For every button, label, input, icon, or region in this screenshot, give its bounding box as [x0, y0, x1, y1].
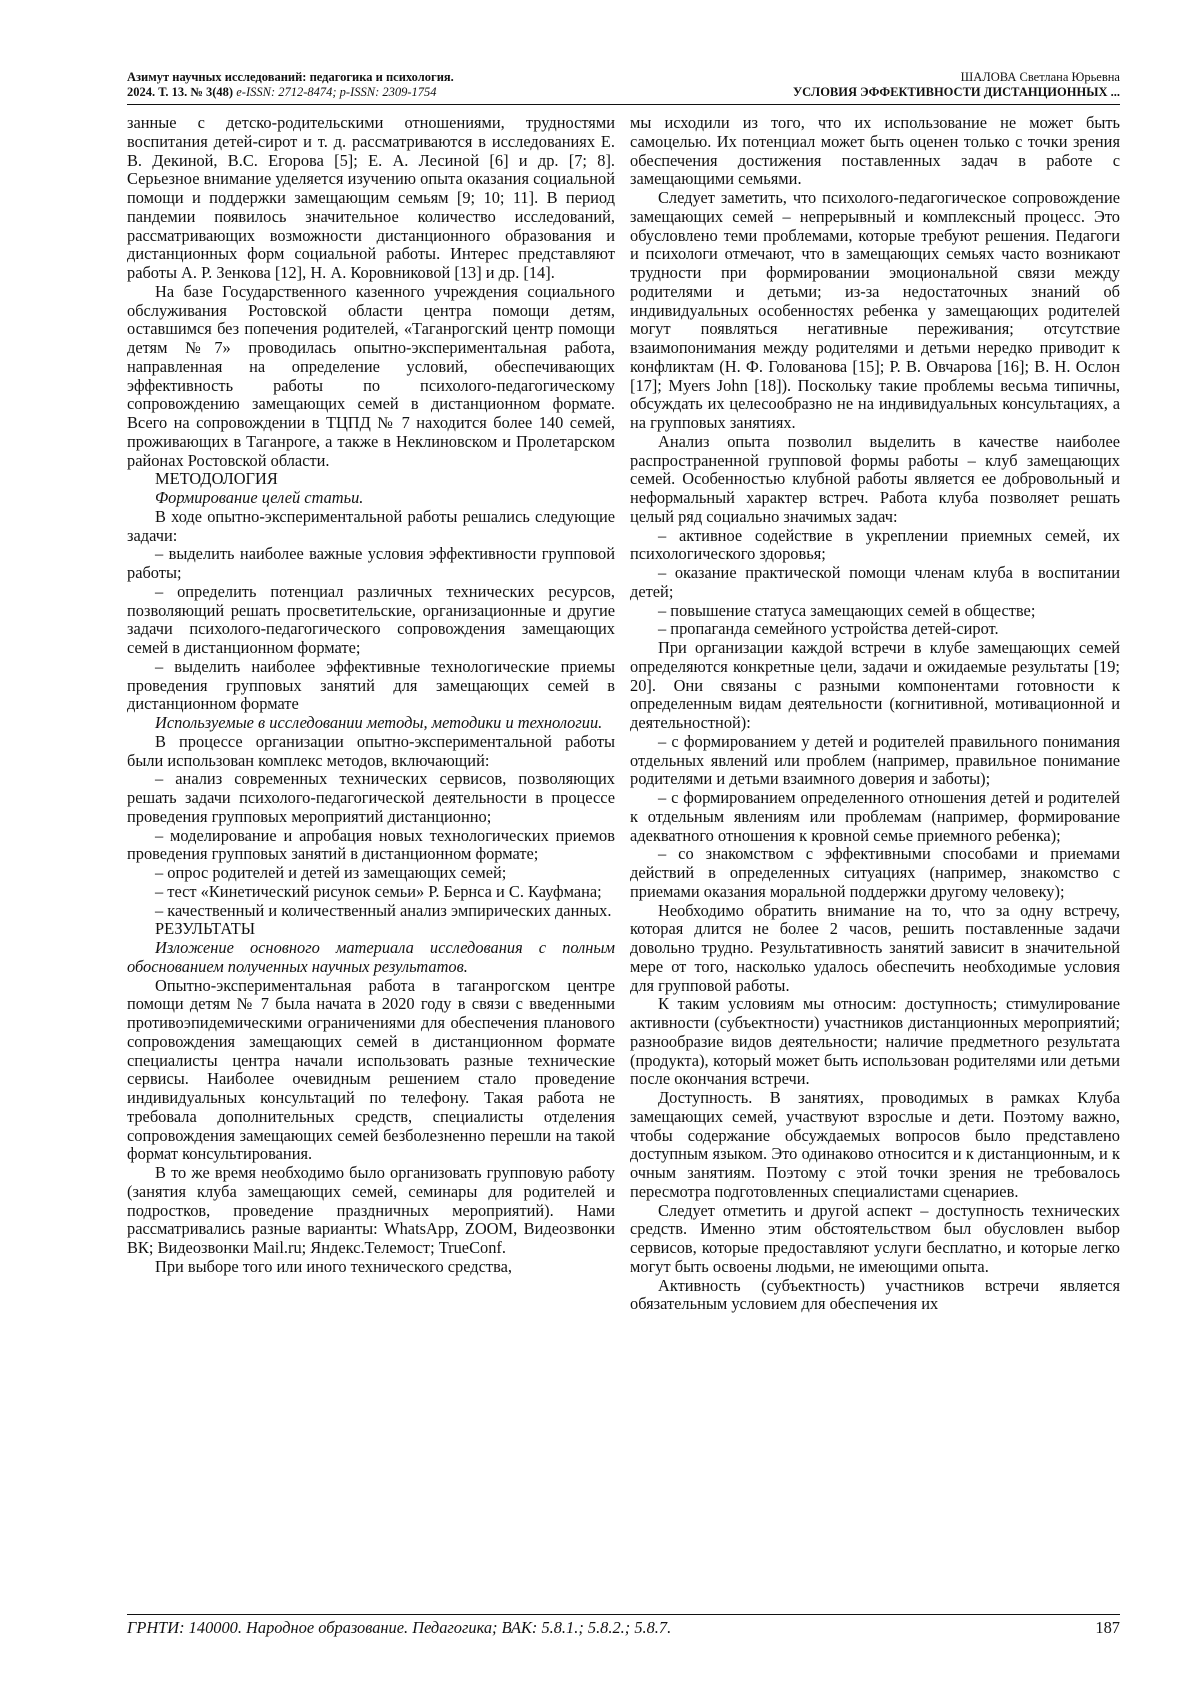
subheading: Формирование целей статьи. [155, 488, 364, 507]
list-item: – выделить наиболее важные условия эффективности групповой работы; [127, 544, 615, 582]
paragraph: Опытно-экспериментальная работа в таганрогском центре помощи детям № 7 была начата в 2020 году в связи с введенными противоэпидемическими ограничениями для обеспечения планового сопровождения замещающих семей в дистанционном формате специалисты центра начали использовать разные технические сервисы. Наиболее очевидным решением стало проведение индивидуальных консультаций по телефону. Такая работа не требовала дополнительных средств, специалисты отделения сопровождения замещающих семей безболезненно перешли на такой формат консультирования. [127, 975, 615, 1164]
paragraph: Доступность. В занятиях, проводимых в рамках Клуба замещающих семей, участвуют взрослые и дети. Поэтому важно, чтобы содержание обсуждаемых вопросов было представлено доступным языком. Это одинаково относится и к дистанционным, и к очным занятиям. Поэтому с этой точки зрения не требовалось пересмотра подготовленных специалистами сценариев. [630, 1088, 1120, 1201]
list-item: – анализ современных технических сервисов, позволяющих решать задачи психолого-педагогической деятельности в процессе проведения групповых мероприятий дистанционно; [127, 769, 615, 826]
right-column [630, 114, 1120, 1314]
paragraph: В процессе организации опытно-экспериментальной работы были использован комплекс методов, включающий: [127, 731, 615, 770]
paragraph: В ходе опытно-экспериментальной работы решались следующие задачи: [127, 506, 615, 545]
list-item: – с формированием определенного отношения детей и родителей к отдельным явлениям или проблемам (например, формирование адекватного отношения к кровной семье приемного ребенка); [630, 788, 1120, 845]
footer [127, 1618, 1120, 1638]
page-number: 187 [1095, 1618, 1120, 1637]
list-item: – определить потенциал различных технических ресурсов, позволяющий решать просветительские, организационные и другие задачи психолого-педагогического сопровождения замещающих семей в дистанционном формате; [127, 581, 615, 657]
paragraph: мы исходили из того, что их использование не может быть самоцелью. Их потенциал может быть оценен только с точки зрения обеспечения достижения поставленных задач в работе с замещающими семьями. [630, 113, 1120, 189]
paragraph: Необходимо обратить внимание на то, что за одну встречу, которая длится не более 2 часов, решить поставленные задачи довольно трудно. Результативность занятий зависит в значительной мере от того, насколько удалось обеспечить необходимые условия для групповой работы. [630, 900, 1120, 995]
author-name: ШАЛОВА Светлана Юрьевна [960, 70, 1120, 84]
paragraph: В то же время необходимо было организовать групповую работу (занятия клуба замещающих семей, семинары для родителей и подростков, проведение праздничных мероприятий). Нами рассматривались разные варианты: WhatsApp, ZOOM, Видеозвонки ВК; Видеозвонки Mail.ru; Яндекс.Телемост; TrueConf. [127, 1163, 615, 1257]
section-heading-results: РЕЗУЛЬТАТЫ [155, 919, 256, 939]
left-column [127, 114, 615, 1277]
header-rule [127, 104, 1120, 105]
list-item: – со знакомством с эффективными способами и приемами действий в определенных ситуациях (например, знакомство с приемами оказания моральной поддержки другому человеку); [630, 844, 1120, 901]
running-header-article [600, 70, 1120, 100]
list-item: – опрос родителей и детей из замещающих семей; [155, 863, 507, 882]
list-item: – моделирование и апробация новых технологических приемов проведения групповых занятий в дистанционном формате; [127, 825, 615, 864]
article-title: УСЛОВИЯ ЭФФЕКТИВНОСТИ ДИСТАНЦИОННЫХ ... [793, 85, 1120, 99]
list-item: – с формированием у детей и родителей правильного понимания отдельных явлений или проблем (например, правильное понимание родителями и детьми взаимного доверия и заботы); [630, 731, 1120, 789]
list-item: – пропаганда семейного устройства детей-сирот. [658, 619, 999, 639]
paragraph: При организации каждой встречи в клубе замещающих семей определяются конкретные цели, задачи и ожидаемые результаты [19; 20]. Они связаны с разными компонентами готовности к определенным видам деятельности (когнитивной, мотивационной и деятельностной): [630, 638, 1120, 732]
issue-info: 2024. Т. 13. № 3(48) [127, 85, 234, 99]
running-header-journal [127, 70, 667, 100]
list-item: – активное содействие в укреплении приемных семей, их психологического здоровья; [630, 525, 1120, 564]
paragraph: занные с детско-родительскими отношениями, трудностями воспитания детей-сирот и т. д. рассматриваются в исследованиях Е. В. Декиной, В.С. Егорова [5]; Е. А. Лесиной [6] и др. [7; 8]. Серьезное внимание уделяется изучению опыта оказания социальной помощи и поддержки замещающим семьям [9; 10; 11]. В период пандемии появилось значительное количество исследований, рассматривающих возможности дистанционного образования и дистанционных форм социальной работы. Интерес представляют работы А. Р. Зенкова [12], Н. А. Коровниковой [13] и др. [14]. [127, 113, 615, 282]
list-item: – выделить наиболее эффективные технологические приемы проведения групповых занятий для замещающих семей в дистанционном формате [127, 656, 615, 714]
paragraph: Следует отметить и другой аспект – доступность технических средств. Именно этим обстоятельством был обусловлен выбор сервисов, которые предоставляют услуги бесплатно, и которые легко могут быть освоены людьми, не имеющими опыта. [630, 1200, 1120, 1276]
paragraph: При выборе того или иного технического средства, [155, 1256, 512, 1276]
paragraph: Анализ опыта позволил выделить в качестве наиболее распространенной групповой формы работы – клуб замещающих семей. Особенностью клубной работы является ее добровольный и неформальный характер встреч. Работа клуба позволяет решать целый ряд социально значимых задач: [630, 431, 1120, 526]
paragraph: На базе Государственного казенного учреждения социального обслуживания Ростовской области центра помощи детям, оставшимся без попечения родителей, «Таганрогский центр помощи детям №7» проводилась опытно-экспериментальная работа, направленная на определение условий, обеспечивающих эффективность работы по психолого-педагогическому сопровождению замещающих семей в дистанционном формате. Всего на сопровождении в ТЦПД № 7 находится более 140 семей, проживающих в Таганроге, а также в Неклиновском и Пролетарском районах Ростовской области. [127, 281, 615, 470]
list-item: – тест «Кинетический рисунок семьи» Р. Бернса и С. Кауфмана; [155, 881, 602, 901]
paragraph: Следует заметить, что психолого-педагогическое сопровождение замещающих семей – непрерывный и комплексный процесс. Это обусловлено теми проблемами, которые требуют решения. Педагоги и психологи отмечают, что в замещающих семьях часто возникают трудности при формировании эмоциональной связи между родителями и детьми; из-за недостаточных знаний об индивидуальных особенностях ребенка у замещающих родителей могут появляться негативные переживания; отсутствие взаимопонимания между родителями и детьми нередко приводит к конфликтам (Н. Ф. Голованова [15]; Р. В. Овчарова [16]; В. Н. Ослон [17]; Myers John [18]). Поскольку такие проблемы весьма типичны, обсуждать их целесообразно не на индивидуальных консультациях, а на групповых занятиях. [630, 188, 1120, 432]
list-item: – качественный и количественный анализ эмпирических данных. [155, 900, 612, 920]
subheading: Используемые в исследовании методы, методики и технологии. [155, 713, 603, 732]
subheading: Изложение основного материала исследования с полным обоснованием полученных научных результатов. [127, 938, 615, 976]
list-item: – оказание практической помощи членам клуба в воспитании детей; [630, 563, 1120, 601]
section-heading-methodology: МЕТОДОЛОГИЯ [155, 469, 278, 489]
journal-name: Азимут научных исследований: педагогика и психология. [127, 70, 454, 84]
paragraph: К таким условиям мы относим: доступность; стимулирование активности (субъектности) участников дистанционных мероприятий; разнообразие видов деятельности; наличие предметного результата (продукта), который может быть использован родителями или детьми после окончания встречи. [630, 994, 1120, 1089]
footer-rule [127, 1614, 1120, 1615]
footer-classification: ГРНТИ: 140000. Народное образование. Педагогика; ВАК: 5.8.1.; 5.8.2.; 5.8.7. [127, 1618, 672, 1637]
list-item: – повышение статуса замещающих семей в обществе; [658, 600, 1036, 620]
paragraph: Активность (субъектность) участников встречи является обязательным условием для обеспечения их [630, 1275, 1120, 1314]
issn-info: e-ISSN: 2712-8474; p-ISSN: 2309-1754 [236, 85, 437, 99]
